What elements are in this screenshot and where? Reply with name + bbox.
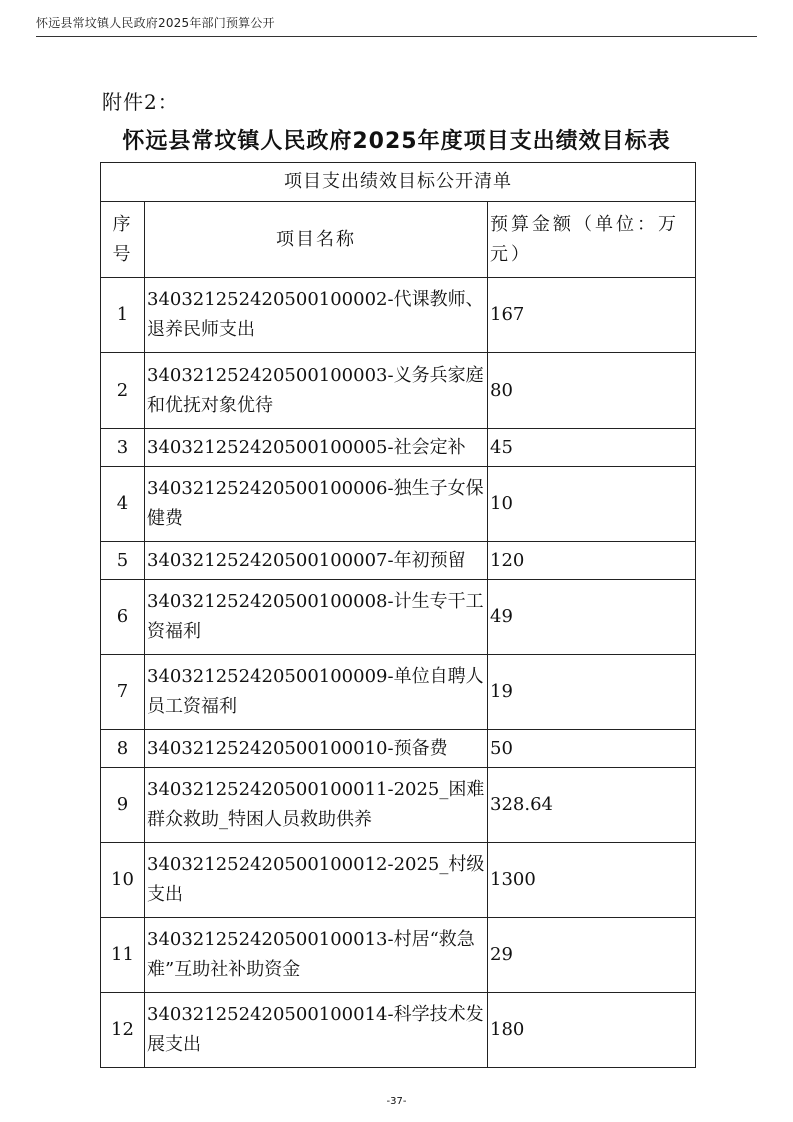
page-number: -37- xyxy=(386,1096,407,1107)
row-index: 4 xyxy=(101,467,145,542)
project-name: 340321252420500100013-村居“救急难”互助社补助资金 xyxy=(145,918,488,993)
table-row xyxy=(101,467,696,542)
table-row xyxy=(101,730,696,768)
project-name: 340321252420500100012-2025_村级支出 xyxy=(145,843,488,918)
column-header-index: 序号 xyxy=(101,202,145,278)
budget-amount: 328.64 xyxy=(488,768,696,843)
table-row xyxy=(101,768,696,843)
project-name: 340321252420500100009-单位自聘人员工资福利 xyxy=(145,655,488,730)
row-index: 7 xyxy=(101,655,145,730)
table-row xyxy=(101,655,696,730)
budget-amount: 10 xyxy=(488,467,696,542)
column-header-amount: 预算金额（单位：万元） xyxy=(488,202,696,278)
table-header-row xyxy=(101,202,696,278)
column-header-name: 项目名称 xyxy=(145,202,488,278)
table-row xyxy=(101,918,696,993)
row-index: 5 xyxy=(101,542,145,580)
performance-target-table xyxy=(100,162,696,1068)
project-name: 340321252420500100005-社会定补 xyxy=(145,429,488,467)
project-name: 340321252420500100011-2025_困难群众救助_特困人员救助供养 xyxy=(145,768,488,843)
table-row xyxy=(101,429,696,467)
project-name: 340321252420500100010-预备费 xyxy=(145,730,488,768)
row-index: 8 xyxy=(101,730,145,768)
project-name: 340321252420500100003-义务兵家庭和优抚对象优待 xyxy=(145,353,488,429)
row-index: 6 xyxy=(101,580,145,655)
project-name: 340321252420500100002-代课教师、退养民师支出 xyxy=(145,278,488,353)
table-caption-row xyxy=(101,163,696,202)
table-row xyxy=(101,993,696,1068)
budget-amount: 167 xyxy=(488,278,696,353)
running-header: 怀远县常坟镇人民政府2025年部门预算公开 xyxy=(36,16,275,30)
document-title: 怀远县常坟镇人民政府2025年度项目支出绩效目标表 xyxy=(122,129,671,154)
header-divider xyxy=(36,36,757,37)
budget-amount: 49 xyxy=(488,580,696,655)
project-name: 340321252420500100008-计生专干工资福利 xyxy=(145,580,488,655)
budget-amount: 180 xyxy=(488,993,696,1068)
table-caption: 项目支出绩效目标公开清单 xyxy=(101,163,696,202)
table-row xyxy=(101,542,696,580)
row-index: 12 xyxy=(101,993,145,1068)
row-index: 9 xyxy=(101,768,145,843)
row-index: 3 xyxy=(101,429,145,467)
table-row xyxy=(101,278,696,353)
budget-amount: 120 xyxy=(488,542,696,580)
table-row xyxy=(101,353,696,429)
budget-amount: 45 xyxy=(488,429,696,467)
budget-amount: 50 xyxy=(488,730,696,768)
budget-amount: 1300 xyxy=(488,843,696,918)
project-name: 340321252420500100006-独生子女保健费 xyxy=(145,467,488,542)
table-row xyxy=(101,843,696,918)
table-row xyxy=(101,580,696,655)
attachment-label: 附件2： xyxy=(102,90,179,114)
budget-amount: 80 xyxy=(488,353,696,429)
budget-amount: 19 xyxy=(488,655,696,730)
project-name: 340321252420500100014-科学技术发展支出 xyxy=(145,993,488,1068)
row-index: 11 xyxy=(101,918,145,993)
budget-amount: 29 xyxy=(488,918,696,993)
row-index: 2 xyxy=(101,353,145,429)
row-index: 1 xyxy=(101,278,145,353)
project-name: 340321252420500100007-年初预留 xyxy=(145,542,488,580)
row-index: 10 xyxy=(101,843,145,918)
